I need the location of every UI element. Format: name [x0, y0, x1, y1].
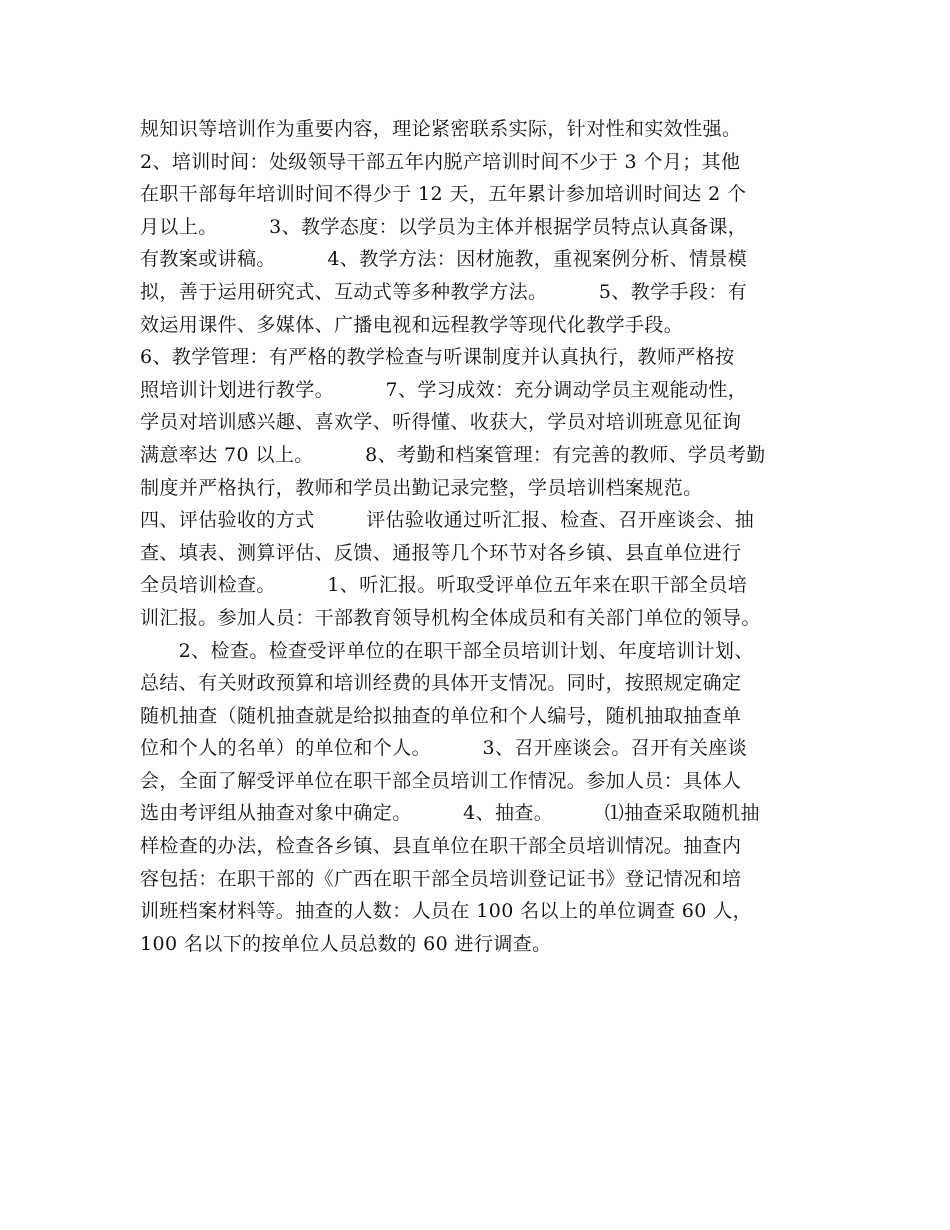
text-line: 总结、有关财政预算和培训经费的具体开支情况。同时，按照规定确定 — [140, 672, 742, 695]
text-line: 查、填表、测算评估、反馈、通报等几个环节对各乡镇、县直单位进行 — [140, 541, 742, 564]
text-line: 全员培训检查。 1、听汇报。听取受评单位五年来在职干部全员培 — [140, 574, 748, 597]
text-line: 选由考评组从抽查对象中确定。 4、抽查。 ⑴抽查采取随机抽 — [140, 802, 760, 825]
text-line: 拟，善于运用研究式、互动式等多种教学方法。 5、教学手段：有 — [140, 280, 748, 303]
text-line: 月以上。 3、教学态度：以学员为主体并根据学员特点认真备课， — [140, 215, 748, 238]
text-line: 2、培训时间：处级领导干部五年内脱产培训时间不少于 3 个月；其他 — [140, 150, 741, 173]
text-line: 位和个人的名单）的单位和个人。 3、召开座谈会。召开有关座谈 — [140, 737, 748, 760]
text-line: 100 名以下的按单位人员总数的 60 进行调查。 — [140, 932, 552, 955]
text-line: 学员对培训感兴趣、喜欢学、听得懂、收获大，学员对培训班意见征询 — [140, 411, 742, 434]
body-text — [140, 113, 830, 960]
text-line: 训汇报。参加人员：干部教育领导机构全体成员和有关部门单位的领导。 — [140, 606, 761, 629]
text-line: 制度并严格执行，教师和学员出勤记录完整，学员培训档案规范。 — [140, 476, 703, 499]
text-line: 在职干部每年培训时间不得少于 12 天，五年累计参加培训时间达 2 个 — [140, 183, 747, 206]
text-line: 效运用课件、多媒体、广播电视和远程教学等现代化教学手段。 — [140, 313, 684, 336]
text-line: 随机抽查（随机抽查就是给拟抽查的单位和个人编号，随机抽取抽查单 — [140, 704, 742, 727]
text-line: 满意率达 70 以上。 8、考勤和档案管理：有完善的教师、学员考勤 — [140, 443, 766, 466]
text-line: 照培训计划进行教学。 7、学习成效：充分调动学员主观能动性， — [140, 378, 748, 401]
text-line: 6、教学管理：有严格的教学检查与听课制度并认真执行，教师严格按 — [140, 346, 735, 369]
text-line: 规知识等培训作为重要内容，理论紧密联系实际，针对性和实效性强。 — [140, 118, 742, 140]
text-line: 有教案或讲稿。 4、教学方法：因材施教，重视案例分析、情景模 — [140, 248, 748, 271]
text-line: 样检查的办法，检查各乡镇、县直单位在职干部全员培训情况。抽查内 — [140, 835, 742, 858]
text-line: 会，全面了解受评单位在职干部全员培训工作情况。参加人员：具体人 — [140, 769, 742, 792]
text-line: 容包括：在职干部的《广西在职干部全员培训登记证书》登记情况和培 — [140, 867, 742, 890]
text-line: 四、评估验收的方式 评估验收通过听汇报、检查、召开座谈会、抽 — [140, 509, 755, 532]
text-line: 训班档案材料等。抽查的人数：人员在 100 名以上的单位调查 60 人， — [140, 900, 753, 923]
text-line: 2、检查。检查受评单位的在职干部全员培训计划、年度培训计划、 — [140, 639, 754, 662]
